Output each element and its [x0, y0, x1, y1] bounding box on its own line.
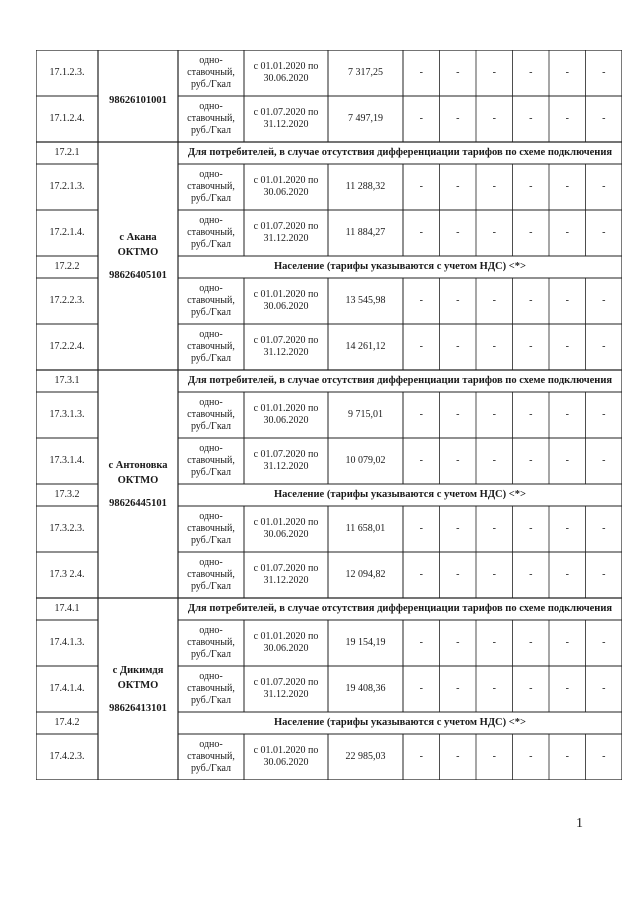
oktmo-label: ОКТМО: [117, 246, 159, 258]
empty-value-dash: -: [602, 569, 606, 580]
tariff-value: 9 715,01: [348, 409, 383, 420]
tariff-value: 7 497,19: [348, 113, 383, 124]
empty-value-dash: -: [492, 751, 496, 762]
row-number: 17.2.2.3.: [49, 295, 85, 306]
empty-value-dash: -: [602, 455, 606, 466]
empty-value-dash: -: [529, 523, 533, 534]
section-header: Для потребителей, в случае отсутствия дифференциации тарифов по схеме подключения: [187, 147, 613, 158]
empty-value-dash: -: [492, 181, 496, 192]
empty-value-dash: -: [456, 295, 460, 306]
section-header: Для потребителей, в случае отсутствия дифференциации тарифов по схеме подключения: [187, 603, 613, 614]
empty-value-dash: -: [602, 113, 606, 124]
row-number: 17.3 2.4.: [49, 569, 85, 580]
empty-value-dash: -: [529, 67, 533, 78]
empty-value-dash: -: [565, 409, 569, 420]
empty-value-dash: -: [492, 113, 496, 124]
row-number: 17.3.1.4.: [49, 455, 85, 466]
empty-value-dash: -: [456, 683, 460, 694]
empty-value-dash: -: [565, 295, 569, 306]
municipality-cell: [98, 598, 178, 780]
empty-value-dash: -: [492, 227, 496, 238]
empty-value-dash: -: [456, 751, 460, 762]
empty-value-dash: -: [456, 523, 460, 534]
section-header: Для потребителей, в случае отсутствия дифференциации тарифов по схеме подключения: [187, 375, 613, 386]
tariff-period: с 01.01.2020 по 30.06.2020: [253, 631, 319, 654]
row-number: 17.1.2.3.: [49, 67, 85, 78]
empty-value-dash: -: [492, 569, 496, 580]
empty-value-dash: -: [602, 227, 606, 238]
empty-value-dash: -: [529, 637, 533, 648]
empty-value-dash: -: [456, 455, 460, 466]
empty-value-dash: -: [456, 67, 460, 78]
page-mark: 1: [576, 816, 583, 831]
oktmo-code: 98626445101: [109, 497, 167, 509]
empty-value-dash: -: [492, 637, 496, 648]
empty-value-dash: -: [456, 181, 460, 192]
section-header: Население (тарифы указываются с учетом НДС) <*>: [274, 717, 526, 728]
tariff-period: с 01.07.2020 по 31.12.2020: [253, 677, 319, 700]
empty-value-dash: -: [456, 341, 460, 352]
tariff-period: с 01.07.2020 по 31.12.2020: [253, 449, 319, 472]
tariff-unit: одно-ставочный, руб./Гкал: [187, 443, 235, 478]
tariff-period: с 01.01.2020 по 30.06.2020: [253, 745, 319, 768]
empty-value-dash: -: [602, 67, 606, 78]
tariff-period: с 01.07.2020 по 31.12.2020: [253, 335, 319, 358]
row-number: 17.3.2: [54, 489, 80, 500]
empty-value-dash: -: [529, 409, 533, 420]
tariff-value: 11 884,27: [345, 227, 386, 238]
empty-value-dash: -: [602, 295, 606, 306]
row-number: 17.3.1: [54, 375, 80, 386]
tariff-unit: одно-ставочный, руб./Гкал: [187, 671, 235, 706]
empty-value-dash: -: [419, 569, 423, 580]
municipality-cell: [98, 370, 178, 598]
tariff-value: 14 261,12: [345, 341, 386, 352]
row-number: 17.2.1.4.: [49, 227, 85, 238]
empty-value-dash: -: [565, 67, 569, 78]
oktmo-code: 98626405101: [109, 269, 167, 281]
empty-value-dash: -: [602, 409, 606, 420]
oktmo-label: ОКТМО: [117, 679, 159, 691]
municipality-name: с Акана: [119, 231, 157, 243]
empty-value-dash: -: [565, 455, 569, 466]
row-number: 17.2.1.3.: [49, 181, 85, 192]
empty-value-dash: -: [456, 569, 460, 580]
tariff-unit: одно-ставочный, руб./Гкал: [187, 557, 235, 592]
empty-value-dash: -: [419, 181, 423, 192]
tariff-unit: одно-ставочный, руб./Гкал: [187, 283, 235, 318]
empty-value-dash: -: [492, 295, 496, 306]
empty-value-dash: -: [565, 181, 569, 192]
empty-value-dash: -: [492, 683, 496, 694]
tariff-unit: одно-ставочный, руб./Гкал: [187, 511, 235, 546]
empty-value-dash: -: [565, 683, 569, 694]
tariff-value: 13 545,98: [345, 295, 386, 306]
row-number: 17.4.2.3.: [49, 751, 85, 762]
empty-value-dash: -: [565, 227, 569, 238]
tariff-value: 10 079,02: [345, 455, 386, 466]
municipality-cell: [98, 50, 178, 142]
tariff-value: 22 985,03: [345, 751, 386, 762]
section-header: Население (тарифы указываются с учетом НДС) <*>: [274, 489, 526, 500]
row-number: 17.1.2.4.: [49, 113, 85, 124]
tariff-unit: одно-ставочный, руб./Гкал: [187, 329, 235, 364]
empty-value-dash: -: [419, 409, 423, 420]
row-number: 17.2.2.4.: [49, 341, 85, 352]
empty-value-dash: -: [492, 455, 496, 466]
empty-value-dash: -: [529, 683, 533, 694]
tariff-value: 12 094,82: [345, 569, 386, 580]
tariff-period: с 01.07.2020 по 31.12.2020: [253, 107, 319, 130]
empty-value-dash: -: [492, 409, 496, 420]
empty-value-dash: -: [565, 569, 569, 580]
oktmo-code: 98626101001: [109, 94, 167, 106]
empty-value-dash: -: [419, 455, 423, 466]
tariff-unit: одно-ставочный, руб./Гкал: [187, 397, 235, 432]
tariff-unit: одно-ставочный, руб./Гкал: [187, 169, 235, 204]
empty-value-dash: -: [602, 341, 606, 352]
empty-value-dash: -: [529, 455, 533, 466]
tariff-period: с 01.01.2020 по 30.06.2020: [253, 403, 319, 426]
tariff-period: с 01.01.2020 по 30.06.2020: [253, 517, 319, 540]
row-number: 17.2.1: [54, 147, 80, 158]
empty-value-dash: -: [602, 637, 606, 648]
empty-value-dash: -: [419, 227, 423, 238]
empty-value-dash: -: [529, 113, 533, 124]
row-number: 17.4.1.3.: [49, 637, 85, 648]
empty-value-dash: -: [456, 113, 460, 124]
empty-value-dash: -: [419, 637, 423, 648]
empty-value-dash: -: [529, 341, 533, 352]
tariff-period: с 01.01.2020 по 30.06.2020: [253, 289, 319, 312]
empty-value-dash: -: [456, 227, 460, 238]
row-number: 17.4.1: [54, 603, 80, 614]
empty-value-dash: -: [602, 751, 606, 762]
empty-value-dash: -: [565, 751, 569, 762]
tariff-period: с 01.01.2020 по 30.06.2020: [253, 61, 319, 84]
empty-value-dash: -: [565, 113, 569, 124]
empty-value-dash: -: [419, 341, 423, 352]
tariff-period: с 01.07.2020 по 31.12.2020: [253, 563, 319, 586]
tariff-unit: одно-ставочный, руб./Гкал: [187, 55, 235, 90]
empty-value-dash: -: [529, 295, 533, 306]
empty-value-dash: -: [602, 523, 606, 534]
row-number: 17.3.1.3.: [49, 409, 85, 420]
tariff-value: 11 288,32: [345, 181, 386, 192]
empty-value-dash: -: [419, 523, 423, 534]
row-number: 17.3.2.3.: [49, 523, 85, 534]
empty-value-dash: -: [529, 181, 533, 192]
tariff-value: 7 317,25: [348, 67, 383, 78]
tariff-value: 11 658,01: [345, 523, 386, 534]
tariff-unit: одно-ставочный, руб./Гкал: [187, 625, 235, 660]
empty-value-dash: -: [529, 227, 533, 238]
tariff-unit: одно-ставочный, руб./Гкал: [187, 739, 235, 774]
empty-value-dash: -: [419, 295, 423, 306]
tariff-table: [36, 50, 622, 780]
empty-value-dash: -: [602, 683, 606, 694]
empty-value-dash: -: [565, 523, 569, 534]
municipality-name: с Антоновка: [108, 459, 168, 471]
oktmo-label: ОКТМО: [117, 474, 159, 486]
oktmo-code: 98626413101: [109, 702, 167, 714]
empty-value-dash: -: [492, 523, 496, 534]
municipality-cell: [98, 142, 178, 370]
empty-value-dash: -: [492, 341, 496, 352]
empty-value-dash: -: [419, 751, 423, 762]
row-number: 17.2.2: [54, 261, 80, 272]
tariff-unit: одно-ставочный, руб./Гкал: [187, 215, 235, 250]
empty-value-dash: -: [419, 67, 423, 78]
empty-value-dash: -: [456, 409, 460, 420]
empty-value-dash: -: [419, 113, 423, 124]
tariff-period: с 01.07.2020 по 31.12.2020: [253, 221, 319, 244]
empty-value-dash: -: [456, 637, 460, 648]
empty-value-dash: -: [602, 181, 606, 192]
empty-value-dash: -: [565, 637, 569, 648]
tariff-unit: одно-ставочный, руб./Гкал: [187, 101, 235, 136]
row-number: 17.4.1.4.: [49, 683, 85, 694]
tariff-value: 19 154,19: [345, 637, 386, 648]
section-header: Население (тарифы указываются с учетом НДС) <*>: [274, 261, 526, 272]
tariff-period: с 01.01.2020 по 30.06.2020: [253, 175, 319, 198]
empty-value-dash: -: [492, 67, 496, 78]
municipality-name: с Дикимдя: [112, 664, 164, 676]
empty-value-dash: -: [419, 683, 423, 694]
empty-value-dash: -: [529, 569, 533, 580]
tariff-value: 19 408,36: [345, 683, 386, 694]
empty-value-dash: -: [565, 341, 569, 352]
empty-value-dash: -: [529, 751, 533, 762]
row-number: 17.4.2: [54, 717, 80, 728]
